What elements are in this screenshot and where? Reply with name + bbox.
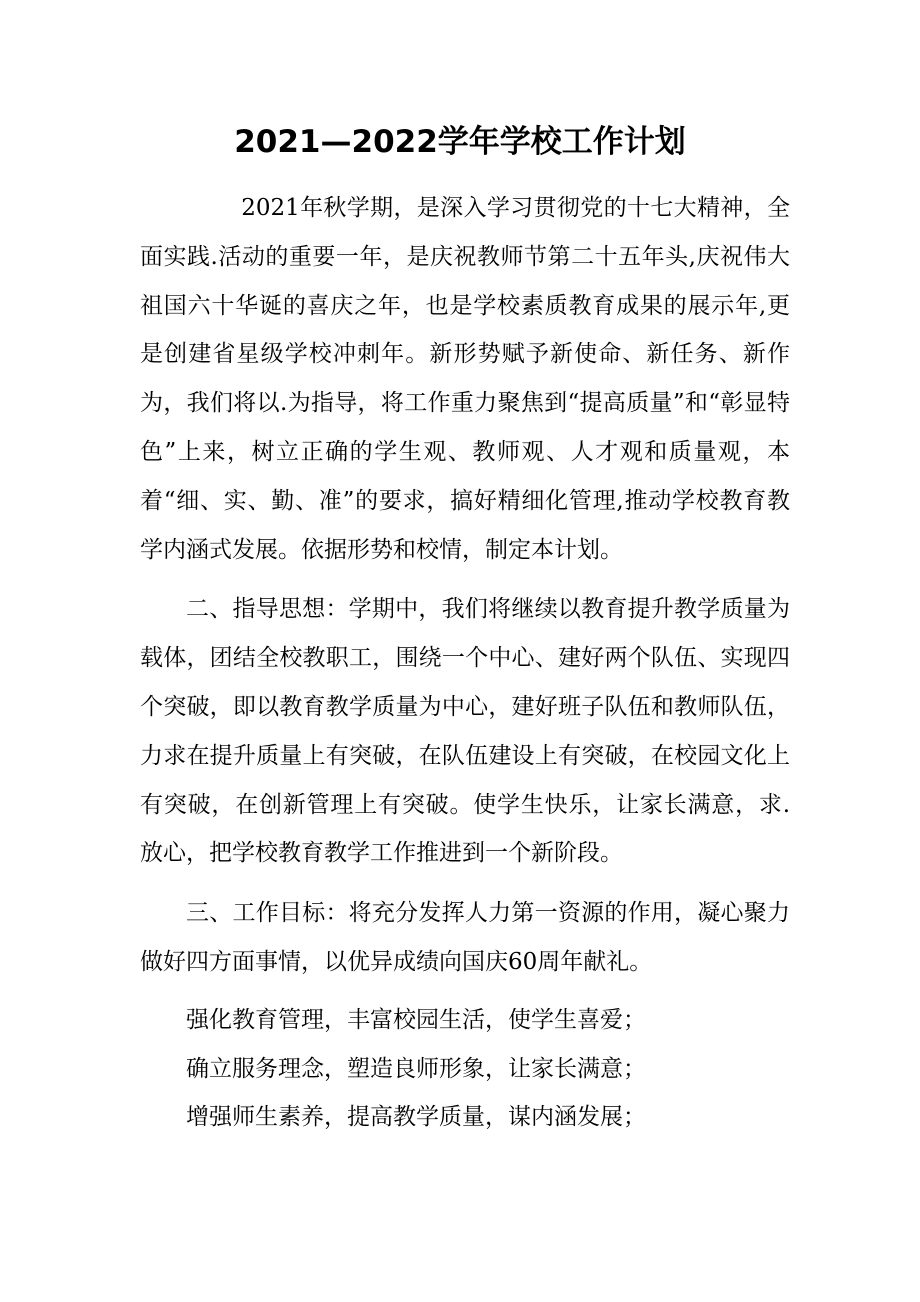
goal-item: 强化教育管理，丰富校园生活，使学生喜爱；	[186, 1006, 646, 1033]
document-title: 2021—2022学年学校工作计划	[234, 124, 686, 160]
goal-item: 增强师生素养，提高教学质量，谋内涵发展；	[186, 1104, 646, 1131]
paragraph-intro: 2021年秋学期，是深入学习贯彻党的十七大精神，全面实践.活动的重要一年，是庆祝教师节第二十五年头,庆祝伟大祖国六十华诞的喜庆之年，也是学校素质教育成果的展示年,更是创建省星级学校冲刺年。新形势赋予新使命、新任务、新作为，我们将以.为指导，将工作重力聚焦到“提高质量”和“彰显特色”上来，树立正确的学生观、教师观、人才观和质量观，本着“细、实、勤、准”的要求，搞好精细化管理,推动学校教育教学内涵式发展。依据形势和校情，制定本计划。	[140, 195, 790, 563]
paragraph-guiding-ideology: 二、指导思想：学期中，我们将继续以教育提升教学质量为载体，团结全校教职工，围绕一个中心、建好两个队伍、实现四个突破，即以教育教学质量为中心，建好班子队伍和教师队伍，力求在提升质量上有突破，在队伍建设上有突破，在校园文化上有突破，在创新管理上有突破。使学生快乐，让家长满意，求.放心，把学校教育教学工作推进到一个新阶段。	[140, 596, 790, 867]
document-body	[140, 184, 790, 1142]
paragraph-work-goals: 三、工作目标：将充分发挥人力第一资源的作用，凝心聚力做好四方面事情，以优异成绩向国庆60周年献礼。	[140, 900, 790, 975]
goal-item: 确立服务理念，塑造良师形象，让家长满意；	[186, 1055, 646, 1082]
